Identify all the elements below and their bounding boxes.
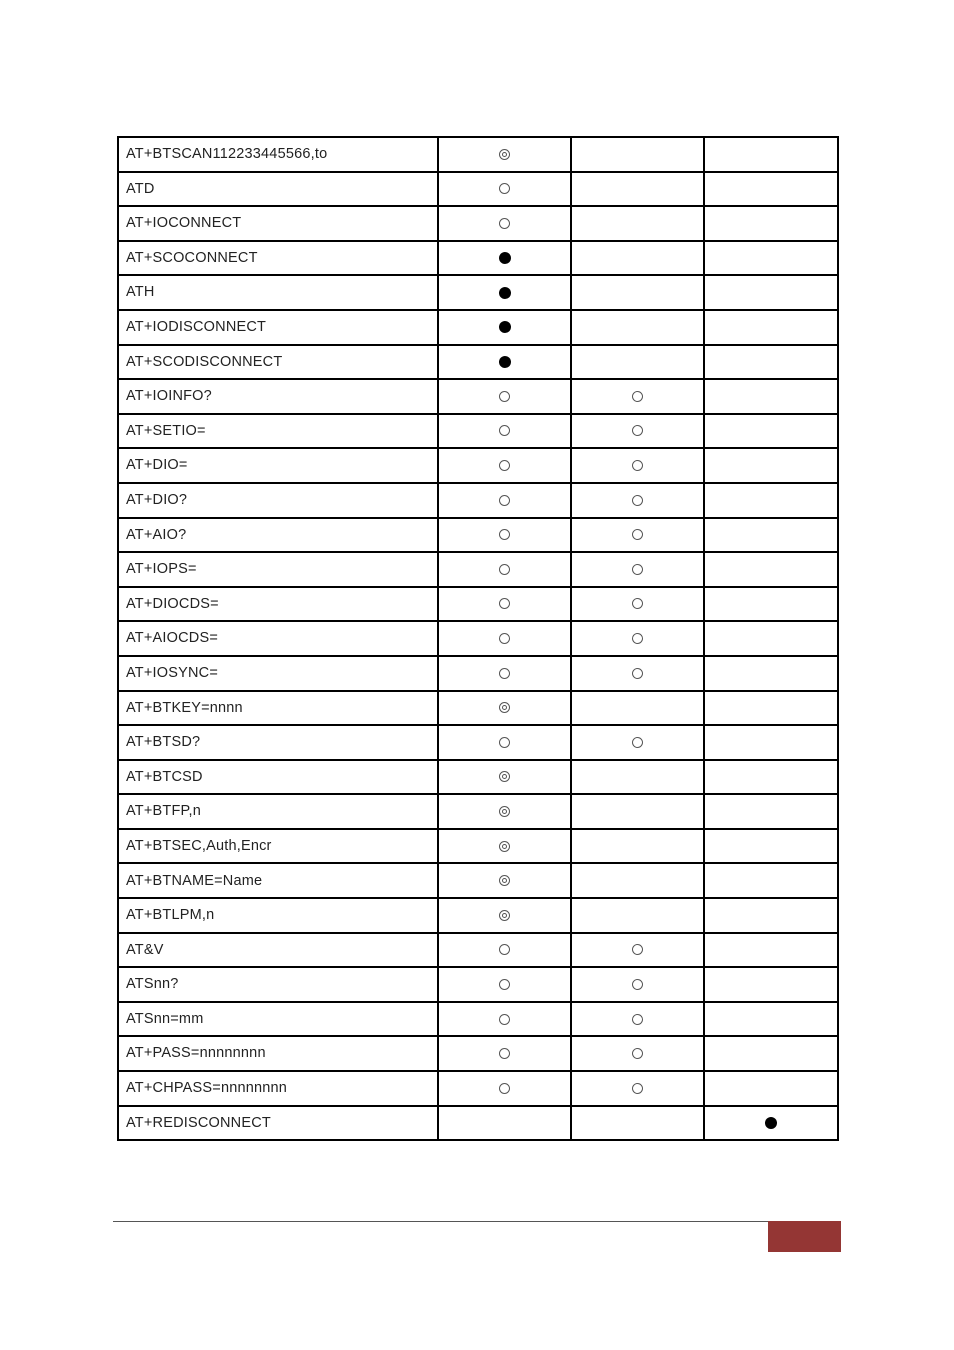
support-cell-1 bbox=[438, 448, 571, 483]
command-cell: AT+IOSYNC= bbox=[118, 656, 438, 691]
support-cell-3 bbox=[704, 760, 838, 795]
support-cell-1 bbox=[438, 621, 571, 656]
command-cell: AT+CHPASS=nnnnnnnn bbox=[118, 1071, 438, 1106]
empty-circle-icon bbox=[632, 668, 643, 679]
support-cell-3 bbox=[704, 206, 838, 241]
empty-circle-icon bbox=[632, 529, 643, 540]
support-cell-2 bbox=[571, 1036, 704, 1071]
command-cell: AT+SETIO= bbox=[118, 414, 438, 449]
command-cell: AT&V bbox=[118, 933, 438, 968]
support-cell-2 bbox=[571, 691, 704, 726]
command-cell: AT+AIO? bbox=[118, 518, 438, 553]
support-cell-1 bbox=[438, 518, 571, 553]
command-cell: AT+SCODISCONNECT bbox=[118, 345, 438, 380]
support-cell-3 bbox=[704, 414, 838, 449]
empty-circle-icon bbox=[499, 460, 510, 471]
table-row bbox=[118, 552, 838, 587]
support-cell-3 bbox=[704, 794, 838, 829]
table-row bbox=[118, 275, 838, 310]
support-cell-2 bbox=[571, 1002, 704, 1037]
support-cell-1 bbox=[438, 1002, 571, 1037]
empty-circle-icon bbox=[499, 1083, 510, 1094]
command-cell: AT+IOPS= bbox=[118, 552, 438, 587]
support-cell-3 bbox=[704, 1071, 838, 1106]
support-cell-1 bbox=[438, 829, 571, 864]
table-row bbox=[118, 1106, 838, 1141]
page-number-tab bbox=[768, 1221, 841, 1252]
table-row bbox=[118, 760, 838, 795]
double-circle-icon bbox=[499, 702, 510, 713]
command-cell: ATD bbox=[118, 172, 438, 207]
support-cell-3 bbox=[704, 518, 838, 553]
double-circle-icon bbox=[499, 149, 510, 160]
table-row bbox=[118, 898, 838, 933]
empty-circle-icon bbox=[499, 668, 510, 679]
filled-circle-icon bbox=[499, 287, 511, 299]
command-cell: AT+BTSD? bbox=[118, 725, 438, 760]
empty-circle-icon bbox=[632, 564, 643, 575]
table-row bbox=[118, 518, 838, 553]
support-cell-1 bbox=[438, 206, 571, 241]
support-cell-2 bbox=[571, 137, 704, 172]
support-cell-1 bbox=[438, 725, 571, 760]
support-cell-1 bbox=[438, 483, 571, 518]
command-cell: AT+SCOCONNECT bbox=[118, 241, 438, 276]
support-cell-2 bbox=[571, 379, 704, 414]
table-row bbox=[118, 206, 838, 241]
command-cell: AT+BTSCAN112233445566,to bbox=[118, 137, 438, 172]
table-row bbox=[118, 172, 838, 207]
empty-circle-icon bbox=[499, 425, 510, 436]
filled-circle-icon bbox=[499, 252, 511, 264]
command-cell: AT+IOCONNECT bbox=[118, 206, 438, 241]
support-cell-1 bbox=[438, 1106, 571, 1141]
table-row bbox=[118, 379, 838, 414]
table-row bbox=[118, 829, 838, 864]
support-cell-1 bbox=[438, 414, 571, 449]
support-cell-1 bbox=[438, 1071, 571, 1106]
command-cell: AT+REDISCONNECT bbox=[118, 1106, 438, 1141]
command-cell: AT+BTFP,n bbox=[118, 794, 438, 829]
command-cell: AT+BTLPM,n bbox=[118, 898, 438, 933]
support-cell-2 bbox=[571, 518, 704, 553]
footer-rule bbox=[113, 1221, 769, 1222]
command-cell: AT+BTKEY=nnnn bbox=[118, 691, 438, 726]
command-cell: AT+AIOCDS= bbox=[118, 621, 438, 656]
command-cell: AT+BTSEC,Auth,Encr bbox=[118, 829, 438, 864]
support-cell-2 bbox=[571, 448, 704, 483]
table-row bbox=[118, 933, 838, 968]
support-cell-1 bbox=[438, 310, 571, 345]
command-table-body bbox=[118, 137, 838, 1140]
support-cell-3 bbox=[704, 621, 838, 656]
support-cell-3 bbox=[704, 172, 838, 207]
support-cell-1 bbox=[438, 656, 571, 691]
support-cell-3 bbox=[704, 1036, 838, 1071]
empty-circle-icon bbox=[632, 737, 643, 748]
empty-circle-icon bbox=[632, 391, 643, 402]
command-cell: AT+DIO? bbox=[118, 483, 438, 518]
empty-circle-icon bbox=[499, 183, 510, 194]
support-cell-1 bbox=[438, 379, 571, 414]
empty-circle-icon bbox=[499, 529, 510, 540]
empty-circle-icon bbox=[499, 598, 510, 609]
support-cell-1 bbox=[438, 691, 571, 726]
support-cell-3 bbox=[704, 691, 838, 726]
empty-circle-icon bbox=[499, 218, 510, 229]
support-cell-1 bbox=[438, 1036, 571, 1071]
empty-circle-icon bbox=[632, 1048, 643, 1059]
empty-circle-icon bbox=[499, 391, 510, 402]
support-cell-1 bbox=[438, 172, 571, 207]
empty-circle-icon bbox=[499, 944, 510, 955]
table-row bbox=[118, 1071, 838, 1106]
support-cell-2 bbox=[571, 933, 704, 968]
support-cell-2 bbox=[571, 967, 704, 1002]
support-cell-1 bbox=[438, 275, 571, 310]
double-circle-icon bbox=[499, 910, 510, 921]
command-cell: AT+PASS=nnnnnnnn bbox=[118, 1036, 438, 1071]
support-cell-3 bbox=[704, 241, 838, 276]
command-cell: ATSnn? bbox=[118, 967, 438, 1002]
support-cell-2 bbox=[571, 863, 704, 898]
command-cell: AT+DIO= bbox=[118, 448, 438, 483]
table-row bbox=[118, 414, 838, 449]
support-cell-3 bbox=[704, 379, 838, 414]
table-row bbox=[118, 621, 838, 656]
support-cell-3 bbox=[704, 345, 838, 380]
command-cell: AT+BTCSD bbox=[118, 760, 438, 795]
table-row bbox=[118, 241, 838, 276]
empty-circle-icon bbox=[632, 495, 643, 506]
table-row bbox=[118, 967, 838, 1002]
command-cell: AT+BTNAME=Name bbox=[118, 863, 438, 898]
support-cell-3 bbox=[704, 725, 838, 760]
support-cell-2 bbox=[571, 206, 704, 241]
command-cell: AT+DIOCDS= bbox=[118, 587, 438, 622]
support-cell-3 bbox=[704, 137, 838, 172]
table-row bbox=[118, 448, 838, 483]
support-cell-3 bbox=[704, 587, 838, 622]
support-cell-3 bbox=[704, 898, 838, 933]
double-circle-icon bbox=[499, 875, 510, 886]
support-cell-1 bbox=[438, 967, 571, 1002]
support-cell-1 bbox=[438, 933, 571, 968]
empty-circle-icon bbox=[499, 633, 510, 644]
support-cell-1 bbox=[438, 137, 571, 172]
filled-circle-icon bbox=[765, 1117, 777, 1129]
empty-circle-icon bbox=[499, 737, 510, 748]
support-cell-2 bbox=[571, 483, 704, 518]
table-row bbox=[118, 1036, 838, 1071]
empty-circle-icon bbox=[632, 598, 643, 609]
support-cell-1 bbox=[438, 898, 571, 933]
support-cell-3 bbox=[704, 829, 838, 864]
table-row bbox=[118, 137, 838, 172]
support-cell-2 bbox=[571, 725, 704, 760]
support-cell-1 bbox=[438, 760, 571, 795]
support-cell-3 bbox=[704, 1106, 838, 1141]
support-cell-3 bbox=[704, 656, 838, 691]
table-row bbox=[118, 863, 838, 898]
empty-circle-icon bbox=[632, 460, 643, 471]
support-cell-3 bbox=[704, 933, 838, 968]
empty-circle-icon bbox=[499, 495, 510, 506]
table-row bbox=[118, 310, 838, 345]
support-cell-2 bbox=[571, 310, 704, 345]
support-cell-3 bbox=[704, 448, 838, 483]
support-cell-1 bbox=[438, 552, 571, 587]
table-row bbox=[118, 483, 838, 518]
command-cell: AT+IOINFO? bbox=[118, 379, 438, 414]
double-circle-icon bbox=[499, 771, 510, 782]
support-cell-1 bbox=[438, 863, 571, 898]
support-cell-1 bbox=[438, 241, 571, 276]
table-row bbox=[118, 587, 838, 622]
table-row bbox=[118, 794, 838, 829]
support-cell-3 bbox=[704, 552, 838, 587]
support-cell-2 bbox=[571, 1106, 704, 1141]
support-cell-2 bbox=[571, 345, 704, 380]
table-row bbox=[118, 656, 838, 691]
support-cell-2 bbox=[571, 656, 704, 691]
support-cell-2 bbox=[571, 898, 704, 933]
empty-circle-icon bbox=[632, 944, 643, 955]
support-cell-2 bbox=[571, 275, 704, 310]
filled-circle-icon bbox=[499, 356, 511, 368]
support-cell-2 bbox=[571, 829, 704, 864]
support-cell-1 bbox=[438, 345, 571, 380]
support-cell-2 bbox=[571, 587, 704, 622]
support-cell-2 bbox=[571, 794, 704, 829]
support-cell-1 bbox=[438, 794, 571, 829]
support-cell-1 bbox=[438, 587, 571, 622]
command-cell: ATSnn=mm bbox=[118, 1002, 438, 1037]
command-table bbox=[117, 136, 839, 1141]
empty-circle-icon bbox=[632, 425, 643, 436]
table-row bbox=[118, 725, 838, 760]
empty-circle-icon bbox=[632, 1083, 643, 1094]
support-cell-3 bbox=[704, 275, 838, 310]
table-row bbox=[118, 1002, 838, 1037]
table-row bbox=[118, 345, 838, 380]
empty-circle-icon bbox=[632, 1014, 643, 1025]
empty-circle-icon bbox=[632, 633, 643, 644]
support-cell-3 bbox=[704, 310, 838, 345]
command-cell: AT+IODISCONNECT bbox=[118, 310, 438, 345]
empty-circle-icon bbox=[499, 1014, 510, 1025]
support-cell-2 bbox=[571, 760, 704, 795]
empty-circle-icon bbox=[632, 979, 643, 990]
filled-circle-icon bbox=[499, 321, 511, 333]
support-cell-3 bbox=[704, 967, 838, 1002]
empty-circle-icon bbox=[499, 1048, 510, 1059]
table-row bbox=[118, 691, 838, 726]
empty-circle-icon bbox=[499, 564, 510, 575]
support-cell-2 bbox=[571, 414, 704, 449]
support-cell-2 bbox=[571, 1071, 704, 1106]
support-cell-3 bbox=[704, 483, 838, 518]
double-circle-icon bbox=[499, 806, 510, 817]
support-cell-2 bbox=[571, 552, 704, 587]
support-cell-2 bbox=[571, 241, 704, 276]
support-cell-2 bbox=[571, 172, 704, 207]
double-circle-icon bbox=[499, 841, 510, 852]
support-cell-3 bbox=[704, 1002, 838, 1037]
support-cell-2 bbox=[571, 621, 704, 656]
empty-circle-icon bbox=[499, 979, 510, 990]
command-cell: ATH bbox=[118, 275, 438, 310]
support-cell-3 bbox=[704, 863, 838, 898]
